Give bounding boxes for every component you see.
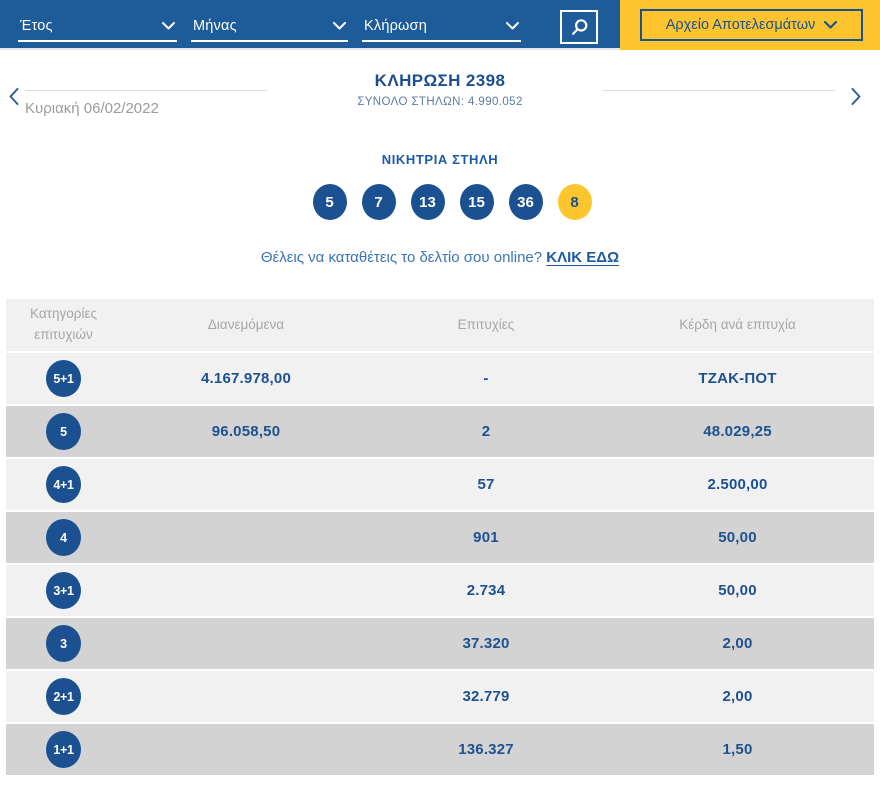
table-row xyxy=(6,512,874,565)
chevron-down-icon xyxy=(162,22,175,30)
prize-table-body xyxy=(6,353,874,777)
winners-cell: 2 xyxy=(481,423,491,440)
chevron-down-icon xyxy=(824,21,837,29)
draw-date: Κυριακή 06/02/2022 xyxy=(25,100,159,117)
archive-results-dropdown[interactable] xyxy=(640,9,863,41)
category-badge: 5+1 xyxy=(46,360,81,397)
table-row xyxy=(6,406,874,459)
prize-cell: 2,00 xyxy=(722,635,753,652)
search-button[interactable] xyxy=(560,10,598,44)
category-badge: 4 xyxy=(46,519,81,556)
category-badge: 1+1 xyxy=(46,731,81,768)
prize-cell: ΤΖΑΚ-ΠΟΤ xyxy=(698,370,777,387)
winning-column-heading: ΝΙΚΗΤΡΙΑ ΣΤΗΛΗ xyxy=(381,152,499,167)
prize-cell: 50,00 xyxy=(718,582,757,599)
distributed-column-header: Διανεμόμενα xyxy=(207,316,285,332)
next-draw-button[interactable] xyxy=(848,86,864,106)
chevron-down-icon xyxy=(333,22,346,30)
table-row xyxy=(6,618,874,671)
categories-column-header: Κατηγορίες επιτυχιών xyxy=(30,306,97,342)
winning-number-ball: 13 xyxy=(411,184,445,220)
category-badge: 3 xyxy=(46,625,81,662)
online-cta-text: Θέλεις να καταθέτεις το δελτίο σου online? xyxy=(260,249,547,266)
online-cta xyxy=(0,249,880,266)
prize-cell: 50,00 xyxy=(718,529,757,546)
month-dropdown-label: Μήνας xyxy=(193,18,237,34)
table-row xyxy=(6,459,874,512)
table-row xyxy=(6,353,874,406)
draw-title: ΚΛΗΡΩΣΗ 2398 xyxy=(374,71,506,90)
prize-cell: 2.500,00 xyxy=(707,476,768,493)
prize-cell: 1,50 xyxy=(722,741,753,758)
filters-group xyxy=(18,0,521,50)
prize-cell: 2,00 xyxy=(722,688,753,705)
archive-results-label: Αρχείο Αποτελεσμάτων xyxy=(665,17,816,33)
prize-table xyxy=(6,299,874,777)
table-row xyxy=(6,671,874,724)
archive-zone xyxy=(620,0,880,50)
winners-cell: 136.327 xyxy=(458,741,514,758)
search-icon xyxy=(570,18,589,37)
filter-toolbar xyxy=(0,0,880,50)
winning-numbers-row xyxy=(0,184,880,220)
chevron-right-icon xyxy=(851,88,861,105)
winners-cell: 2.734 xyxy=(466,582,506,599)
category-badge: 5 xyxy=(46,413,81,450)
category-badge: 2+1 xyxy=(46,678,81,715)
dropdown-underline xyxy=(191,40,348,42)
winning-number-ball: 36 xyxy=(509,184,543,220)
chevron-down-icon xyxy=(506,22,519,30)
winning-number-ball: 15 xyxy=(460,184,494,220)
distributed-cell: 4.167.978,00 xyxy=(201,370,291,387)
winners-cell: 37.320 xyxy=(462,635,510,652)
winners-cell: 901 xyxy=(473,529,499,546)
year-dropdown-label: Έτος xyxy=(20,18,53,34)
table-row xyxy=(6,724,874,777)
draw-dropdown[interactable] xyxy=(362,0,521,50)
click-here-link[interactable]: ΚΛΙΚ ΕΔΩ xyxy=(546,249,620,266)
year-dropdown[interactable] xyxy=(18,0,177,50)
winners-cell: 32.779 xyxy=(462,688,510,705)
draw-header xyxy=(0,50,880,136)
winning-number-ball: 7 xyxy=(362,184,396,220)
winning-number-ball: 5 xyxy=(313,184,347,220)
dropdown-underline xyxy=(18,40,177,42)
prize-column-header: Κέρδη ανά επιτυχία xyxy=(679,316,796,332)
winners-column-header: Επιτυχίες xyxy=(457,316,515,332)
table-row xyxy=(6,565,874,618)
category-badge: 3+1 xyxy=(46,572,81,609)
prize-table-header xyxy=(6,299,874,353)
draw-dropdown-label: Κλήρωση xyxy=(364,18,427,34)
total-columns-label: ΣΥΝΟΛΟ ΣΤΗΛΩΝ: 4.990.052 xyxy=(357,96,523,108)
month-dropdown[interactable] xyxy=(191,0,348,50)
winners-cell: 57 xyxy=(477,476,495,493)
dropdown-underline xyxy=(362,40,521,42)
prize-cell: 48.029,25 xyxy=(703,423,772,440)
header-divider-right xyxy=(603,90,835,91)
winners-cell: - xyxy=(483,370,489,387)
bonus-number-ball: 8 xyxy=(558,184,592,220)
category-badge: 4+1 xyxy=(46,466,81,503)
distributed-cell: 96.058,50 xyxy=(211,423,281,440)
